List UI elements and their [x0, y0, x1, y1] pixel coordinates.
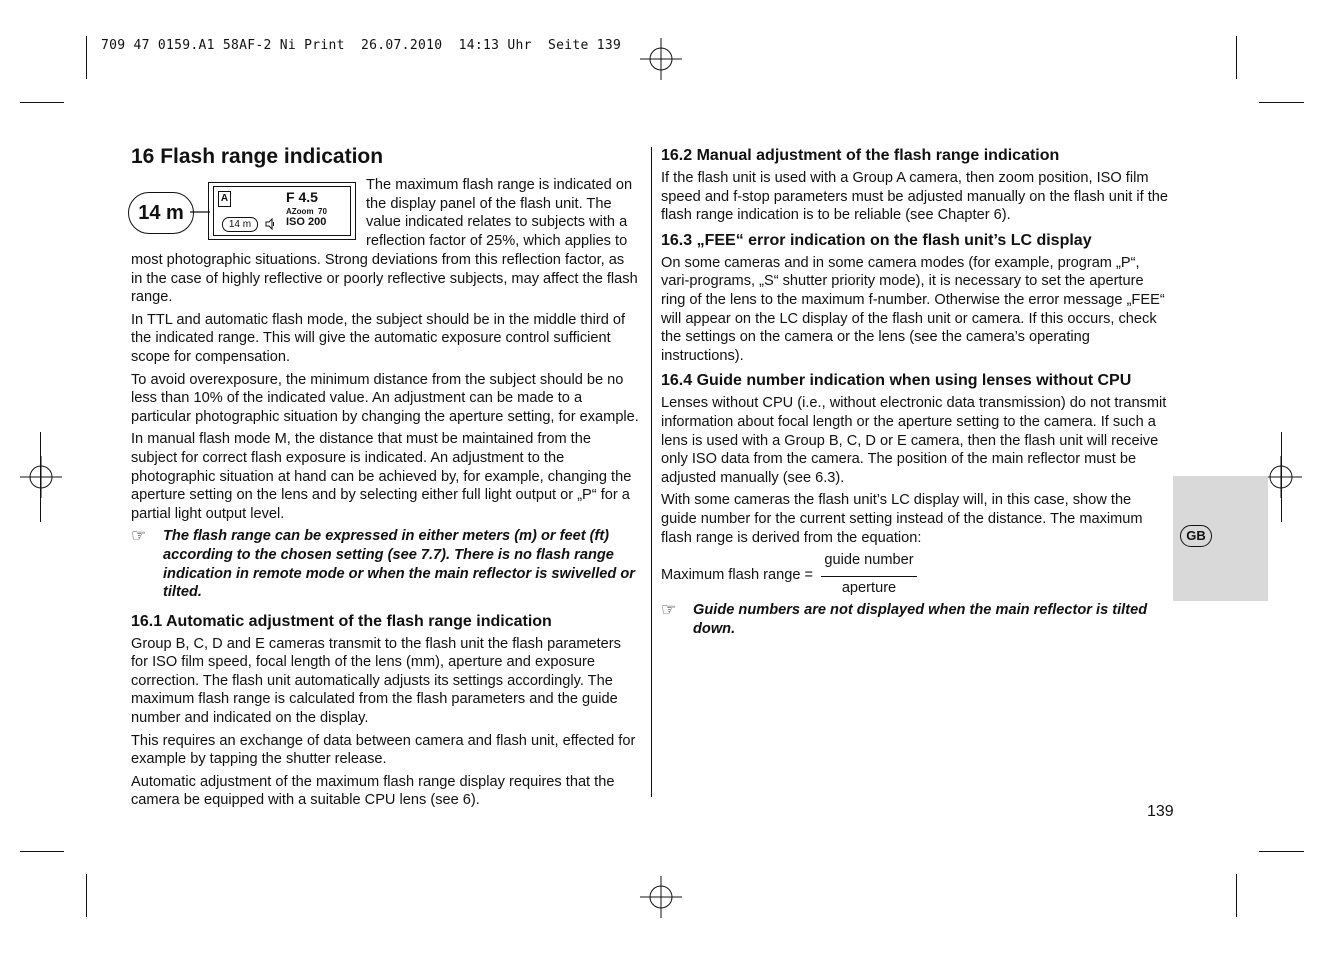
- formula-denominator: aperture: [841, 580, 897, 596]
- range-display: 14 m: [222, 217, 258, 232]
- fraction-bar: [821, 576, 917, 577]
- left-column: [131, 251, 639, 814]
- crop-mark: [20, 851, 64, 852]
- section-heading: 16.1 Automatic adjustment of the flash range indication: [131, 612, 552, 630]
- paragraph: Group B, C, D and E cameras transmit to the flash unit the flash parameters for ISO film speed, focal length of the lens (mm), aperture and exposure correction. The flash unit automatically adjusts its settings accordingly. The maximum flash range is calculated from the flash parameters and the guide number and indicated on the display.: [131, 635, 621, 727]
- paragraph: In manual flash mode M, the distance that must be maintained from the subject for correct flash exposure is indicated. An adjustment to the photographic situation at hand can be achieved by, for example, changing the aperture setting on the lens and by selecting either full light output or „P“ for a partial light output level.: [131, 431, 632, 522]
- pointing-hand-icon: ☞: [131, 526, 147, 546]
- right-column: [661, 146, 1169, 551]
- zoom-display: AZoom 70: [286, 207, 327, 216]
- crop-mark: [86, 36, 87, 79]
- crop-mark: [1236, 36, 1237, 79]
- paragraph: In TTL and automatic flash mode, the subject should be in the middle third of the indicated range. This will give the automatic exposure control sufficient scope for compensation.: [131, 311, 626, 365]
- note-text: Guide numbers are not displayed when the main reflector is tilted down.: [693, 602, 1148, 637]
- crop-mark: [1236, 874, 1237, 917]
- range-bubble: 14 m: [128, 192, 194, 234]
- crop-mark: [40, 432, 41, 522]
- paragraph: This requires an exchange of data between camera and flash unit, effected for example by tapping the shutter release.: [131, 732, 636, 768]
- intro-paragraph-part1: The maximum flash range is indicated on the display panel of the flash unit. The value indicated relates to subjects with a reflection factor of 25%, which applies to: [366, 177, 633, 249]
- paragraph: Automatic adjustment of the maximum flash range display requires that the camera be equipped with a suitable CPU lens (see 6).: [131, 773, 615, 809]
- crop-mark: [86, 874, 87, 917]
- crop-mark: [20, 102, 64, 103]
- column-divider: [651, 147, 652, 797]
- crop-mark: [1259, 102, 1304, 103]
- intro-wrap: [366, 176, 638, 254]
- paragraph: Lenses without CPU (i.e., without electronic data transmission) do not transmit information about focal length or the aperture setting to the camera. If such a lens is used with a Group B, C, D or E camera, then the flash unit will receive only ISO data from the camera. The position of the main reflector must be adjusted manually (see 6.3).: [661, 395, 1167, 486]
- speaker-icon: [264, 218, 276, 230]
- iso-display: ISO 200: [286, 216, 327, 228]
- paragraph: On some cameras and in some camera modes (for example, program „P“, vari-programs, „S“ shutter priority mode), it is necessary to set the aperture ring of the lens to the maximum f-number. Otherwise the error message „FEE“ will appear on the LC display of the flash unit or camera. If this occurs, check the settings on the camera or the lens (see the camera’s operating instructions).: [661, 254, 1165, 364]
- page-number: 139: [1147, 803, 1174, 820]
- registration-mark-icon: [640, 876, 682, 918]
- flash-display-figure: [128, 180, 358, 242]
- note-text: The flash range can be expressed in either meters (m) or feet (ft) according to the chosen setting (see 7.7). There is no flash range indication in remote mode or when the main reflector is swivelled or tilted.: [163, 528, 635, 601]
- pointer-line: [190, 208, 210, 216]
- note: [131, 527, 639, 601]
- fnumber-display: F 4.5: [286, 189, 318, 205]
- formula-label: Maximum flash range =: [661, 567, 814, 583]
- paragraph: If the flash unit is used with a Group A camera, then zoom position, ISO film speed and f-stop parameters must be adjusted manually on the flash unit if the flash range indication is to be reliable (see Chapter 6).: [661, 170, 1169, 224]
- note: [661, 601, 1169, 638]
- page-title: 16 Flash range indication: [131, 145, 384, 168]
- registration-mark-icon: [640, 38, 682, 80]
- crop-mark: [1259, 851, 1304, 852]
- section-heading: 16.2 Manual adjustment of the flash range indication: [661, 147, 1060, 164]
- pointing-hand-icon: ☞: [661, 600, 677, 619]
- print-header: 709 47 0159.A1 58AF-2 Ni Print 26.07.2010 14:13 Uhr Seite 139: [101, 38, 622, 53]
- paragraph: To avoid overexposure, the minimum distance from the subject should be no less than 10% of the indicated value. An adjustment can be made to a particular photographic situation by changing the aperture setting, for example.: [131, 371, 639, 425]
- intro-paragraph-part2: most photographic situations. Strong deviations from this reflection factor, as in the case of highly reflective or poorly reflective subjects, may affect the flash range.: [131, 252, 638, 306]
- formula-numerator: guide number: [824, 552, 914, 568]
- section-heading: 16.3 „FEE“ error indication on the flash unit’s LC display: [661, 231, 1092, 249]
- crop-mark: [1281, 432, 1282, 522]
- section-heading: 16.4 Guide number indication when using lenses without CPU: [661, 372, 1132, 390]
- mode-letter: A: [218, 191, 231, 207]
- language-badge: GB: [1180, 525, 1212, 547]
- lcd-panel: [213, 186, 351, 236]
- registration-mark-icon: [20, 456, 62, 498]
- paragraph: With some cameras the flash unit’s LC display will, in this case, show the guide number for the current setting instead of the distance. The maximum flash range is derived from the equation:: [661, 492, 1143, 546]
